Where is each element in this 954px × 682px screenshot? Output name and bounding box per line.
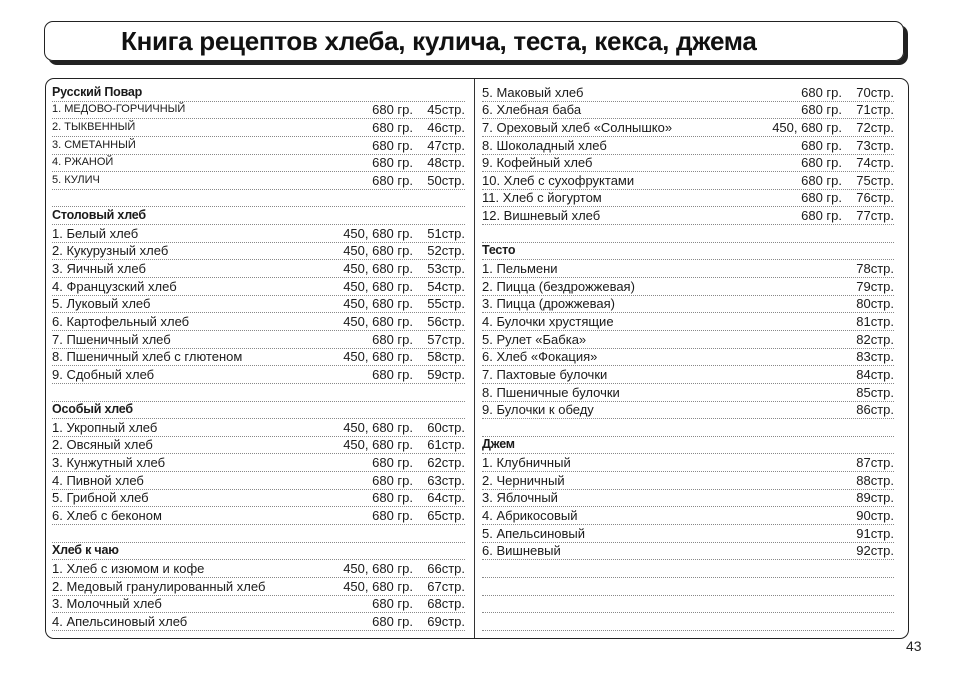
recipe-row bbox=[52, 613, 465, 631]
recipe-page: 73стр. bbox=[856, 137, 894, 153]
recipe-page: 60стр. bbox=[427, 419, 465, 435]
recipe-name: 3. Кунжутный хлеб bbox=[52, 455, 166, 471]
recipe-name: 2. Овсяный хлеб bbox=[52, 437, 153, 453]
recipe-name: 9. Сдобный хлеб bbox=[52, 366, 155, 382]
recipe-row bbox=[52, 225, 465, 243]
recipe-page: 86стр. bbox=[856, 402, 894, 418]
recipe-weight: 680 гр. bbox=[801, 137, 842, 153]
recipe-page: 59стр. bbox=[427, 366, 465, 382]
recipe-weight: 450, 680 гр. bbox=[343, 296, 413, 312]
section-heading bbox=[482, 437, 894, 455]
recipe-name: 2. ТЫКВЕННЫЙ bbox=[52, 120, 136, 133]
recipe-name: 4. Французский хлеб bbox=[52, 278, 177, 294]
recipe-row bbox=[52, 313, 465, 331]
recipe-row bbox=[482, 119, 894, 137]
recipe-row bbox=[482, 349, 894, 367]
recipe-weight: 680 гр. bbox=[372, 102, 413, 118]
section-heading-text: Русский Повар bbox=[52, 84, 143, 99]
recipe-name: 2. Кукурузный хлеб bbox=[52, 243, 169, 259]
recipe-name: 1. Клубничный bbox=[482, 455, 571, 471]
recipe-row bbox=[52, 260, 465, 278]
recipe-row bbox=[52, 507, 465, 525]
recipe-page: 74стр. bbox=[856, 155, 894, 171]
recipe-name: 1. Укропный хлеб bbox=[52, 419, 158, 435]
recipe-row bbox=[482, 155, 894, 173]
recipe-name: 2. Черничный bbox=[482, 472, 565, 488]
recipe-row bbox=[52, 490, 465, 508]
recipe-name: 8. Пшеничный хлеб с глютеном bbox=[52, 349, 243, 365]
recipe-row bbox=[482, 525, 894, 543]
section-heading-text: Тесто bbox=[482, 243, 516, 258]
recipe-weight: 450, 680 гр. bbox=[772, 119, 842, 135]
recipe-row bbox=[482, 296, 894, 314]
recipe-page: 70стр. bbox=[856, 84, 894, 100]
recipe-weight: 450, 680 гр. bbox=[343, 261, 413, 277]
recipe-page: 62стр. bbox=[427, 455, 465, 471]
recipe-name: 2. Пицца (бездрожжевая) bbox=[482, 278, 635, 294]
recipe-row bbox=[52, 596, 465, 614]
recipe-row bbox=[482, 490, 894, 508]
recipe-page: 53стр. bbox=[427, 261, 465, 277]
recipe-page: 56стр. bbox=[427, 313, 465, 329]
recipe-page: 78стр. bbox=[856, 261, 894, 277]
recipe-row bbox=[52, 278, 465, 296]
recipe-row bbox=[482, 190, 894, 208]
recipe-page: 58стр. bbox=[427, 349, 465, 365]
recipe-page: 48стр. bbox=[427, 155, 465, 171]
recipe-weight: 680 гр. bbox=[801, 172, 842, 188]
recipe-page: 71стр. bbox=[856, 102, 894, 118]
recipe-name: 8. Шоколадный хлеб bbox=[482, 137, 607, 153]
left-column bbox=[52, 84, 465, 631]
recipe-weight: 450, 680 гр. bbox=[343, 560, 413, 576]
recipe-weight: 450, 680 гр. bbox=[343, 278, 413, 294]
column-divider bbox=[474, 79, 475, 638]
recipe-row bbox=[52, 137, 465, 155]
recipe-row bbox=[482, 172, 894, 190]
recipe-page: 46стр. bbox=[427, 119, 465, 135]
recipe-weight: 680 гр. bbox=[801, 190, 842, 206]
recipe-page: 85стр. bbox=[856, 384, 894, 400]
recipe-row bbox=[52, 560, 465, 578]
recipe-weight: 680 гр. bbox=[372, 366, 413, 382]
recipe-page: 87стр. bbox=[856, 455, 894, 471]
recipe-row bbox=[52, 172, 465, 190]
recipe-name: 6. Картофельный хлеб bbox=[52, 313, 190, 329]
title-box bbox=[44, 21, 904, 61]
recipe-weight: 680 гр. bbox=[372, 155, 413, 171]
recipe-page: 72стр. bbox=[856, 119, 894, 135]
recipe-name: 12. Вишневый хлеб bbox=[482, 208, 601, 224]
recipe-name: 4. Пивной хлеб bbox=[52, 472, 144, 488]
recipe-row bbox=[482, 384, 894, 402]
recipe-name: 9. Кофейный хлеб bbox=[482, 155, 593, 171]
recipe-page: 91стр. bbox=[856, 525, 894, 541]
recipe-page: 50стр. bbox=[427, 172, 465, 188]
recipe-page: 92стр. bbox=[856, 543, 894, 559]
recipe-page: 57стр. bbox=[427, 331, 465, 347]
blank-row bbox=[482, 419, 894, 437]
section-heading-text: Хлеб к чаю bbox=[52, 543, 119, 558]
recipe-page: 80стр. bbox=[856, 296, 894, 312]
recipe-page: 79стр. bbox=[856, 278, 894, 294]
recipe-row bbox=[52, 155, 465, 173]
blank-row bbox=[52, 525, 465, 543]
recipe-page: 68стр. bbox=[427, 596, 465, 612]
recipe-name: 6. Хлеб «Фокация» bbox=[482, 349, 598, 365]
recipe-row bbox=[482, 260, 894, 278]
recipe-row bbox=[52, 349, 465, 367]
recipe-name: 5. Апельсиновый bbox=[482, 525, 586, 541]
recipe-page: 66стр. bbox=[427, 560, 465, 576]
recipe-row bbox=[482, 507, 894, 525]
recipe-page: 55стр. bbox=[427, 296, 465, 312]
recipe-page: 52стр. bbox=[427, 243, 465, 259]
recipe-page: 89стр. bbox=[856, 490, 894, 506]
recipe-name: 4. Абрикосовый bbox=[482, 508, 578, 524]
section-heading-text: Столовый хлеб bbox=[52, 208, 146, 223]
page-number: 43 bbox=[906, 638, 922, 654]
recipe-page: 61стр. bbox=[427, 437, 465, 453]
recipe-weight: 680 гр. bbox=[372, 472, 413, 488]
recipe-page: 51стр. bbox=[427, 225, 465, 241]
recipe-weight: 680 гр. bbox=[372, 596, 413, 612]
recipe-name: 5. Маковый хлеб bbox=[482, 84, 584, 100]
recipe-row bbox=[482, 472, 894, 490]
recipe-page: 81стр. bbox=[856, 313, 894, 329]
recipe-page: 88стр. bbox=[856, 472, 894, 488]
section-heading-text: Особый хлеб bbox=[52, 402, 133, 417]
recipe-page: 69стр. bbox=[427, 613, 465, 629]
recipe-weight: 450, 680 гр. bbox=[343, 225, 413, 241]
recipe-page: 45стр. bbox=[427, 102, 465, 118]
recipe-weight: 680 гр. bbox=[372, 613, 413, 629]
recipe-row bbox=[482, 137, 894, 155]
recipe-row bbox=[482, 402, 894, 420]
recipe-name: 8. Пшеничные булочки bbox=[482, 384, 620, 400]
blank-row bbox=[482, 578, 894, 596]
blank-row bbox=[482, 560, 894, 578]
section-heading bbox=[52, 402, 465, 420]
recipe-weight: 450, 680 гр. bbox=[343, 437, 413, 453]
recipe-name: 3. Яблочный bbox=[482, 490, 558, 506]
recipe-page: 67стр. bbox=[427, 578, 465, 594]
recipe-name: 7. Пахтовые булочки bbox=[482, 366, 608, 382]
recipe-name: 9. Булочки к обеду bbox=[482, 402, 594, 418]
recipe-name: 7. Пшеничный хлеб bbox=[52, 331, 171, 347]
recipe-weight: 450, 680 гр. bbox=[343, 243, 413, 259]
recipe-weight: 680 гр. bbox=[372, 137, 413, 153]
recipe-name: 4. РЖАНОЙ bbox=[52, 156, 114, 169]
recipe-row bbox=[482, 84, 894, 102]
recipe-name: 1. Хлеб с изюмом и кофе bbox=[52, 560, 205, 576]
recipe-page: 90стр. bbox=[856, 508, 894, 524]
section-heading bbox=[52, 207, 465, 225]
recipe-name: 7. Ореховый хлеб «Солнышко» bbox=[482, 119, 673, 135]
recipe-weight: 450, 680 гр. bbox=[343, 578, 413, 594]
recipe-row bbox=[52, 454, 465, 472]
recipe-row bbox=[482, 278, 894, 296]
recipe-weight: 680 гр. bbox=[801, 208, 842, 224]
recipe-row bbox=[52, 102, 465, 120]
recipe-name: 10. Хлеб с сухофруктами bbox=[482, 172, 635, 188]
recipe-name: 3. Молочный хлеб bbox=[52, 596, 162, 612]
recipe-row bbox=[52, 331, 465, 349]
recipe-weight: 680 гр. bbox=[372, 331, 413, 347]
recipe-row bbox=[52, 419, 465, 437]
recipe-page: 83стр. bbox=[856, 349, 894, 365]
recipe-row bbox=[482, 207, 894, 225]
recipe-row bbox=[482, 543, 894, 561]
recipe-index bbox=[45, 78, 909, 639]
blank-row bbox=[482, 596, 894, 614]
recipe-name: 5. Луковый хлеб bbox=[52, 296, 151, 312]
recipe-row bbox=[52, 366, 465, 384]
recipe-row bbox=[52, 578, 465, 596]
recipe-weight: 450, 680 гр. bbox=[343, 349, 413, 365]
recipe-row bbox=[482, 454, 894, 472]
recipe-page: 54стр. bbox=[427, 278, 465, 294]
recipe-name: 1. Пельмени bbox=[482, 261, 558, 277]
page-title: Книга рецептов хлеба, кулича, теста, кекса, джема bbox=[121, 25, 757, 56]
right-column bbox=[482, 84, 894, 631]
recipe-name: 5. Рулет «Бабка» bbox=[482, 331, 587, 347]
recipe-row bbox=[52, 437, 465, 455]
section-heading bbox=[482, 243, 894, 261]
recipe-name: 6. Вишневый bbox=[482, 543, 561, 559]
section-heading bbox=[52, 543, 465, 561]
recipe-row bbox=[482, 313, 894, 331]
recipe-name: 11. Хлеб с йогуртом bbox=[482, 190, 602, 206]
recipe-page: 47стр. bbox=[427, 137, 465, 153]
recipe-page: 75стр. bbox=[856, 172, 894, 188]
recipe-page: 82стр. bbox=[856, 331, 894, 347]
recipe-name: 1. Белый хлеб bbox=[52, 225, 139, 241]
recipe-weight: 680 гр. bbox=[372, 455, 413, 471]
recipe-row bbox=[482, 331, 894, 349]
recipe-row bbox=[52, 243, 465, 261]
recipe-weight: 680 гр. bbox=[372, 119, 413, 135]
recipe-name: 2. Медовый гранулированный хлеб bbox=[52, 578, 266, 594]
recipe-row bbox=[52, 472, 465, 490]
blank-row bbox=[482, 225, 894, 243]
recipe-weight: 680 гр. bbox=[801, 155, 842, 171]
recipe-name: 1. МЕДОВО-ГОРЧИЧНЫЙ bbox=[52, 103, 186, 116]
recipe-weight: 680 гр. bbox=[372, 172, 413, 188]
recipe-weight: 680 гр. bbox=[372, 508, 413, 524]
recipe-row bbox=[482, 366, 894, 384]
blank-row bbox=[52, 384, 465, 402]
recipe-name: 6. Хлеб с беконом bbox=[52, 508, 162, 524]
recipe-name: 3. СМЕТАННЫЙ bbox=[52, 138, 136, 151]
section-heading-text: Джем bbox=[482, 437, 515, 452]
recipe-row bbox=[52, 119, 465, 137]
recipe-row bbox=[52, 296, 465, 314]
recipe-page: 64стр. bbox=[427, 490, 465, 506]
recipe-page: 84стр. bbox=[856, 366, 894, 382]
recipe-row bbox=[482, 102, 894, 120]
recipe-name: 5. Грибной хлеб bbox=[52, 490, 149, 506]
recipe-name: 4. Булочки хрустящие bbox=[482, 313, 614, 329]
recipe-name: 3. Яичный хлеб bbox=[52, 261, 146, 277]
recipe-page: 65стр. bbox=[427, 508, 465, 524]
recipe-page: 63стр. bbox=[427, 472, 465, 488]
blank-row bbox=[52, 190, 465, 208]
recipe-name: 5. КУЛИЧ bbox=[52, 173, 100, 186]
recipe-page: 77стр. bbox=[856, 208, 894, 224]
recipe-weight: 450, 680 гр. bbox=[343, 313, 413, 329]
recipe-name: 6. Хлебная баба bbox=[482, 102, 582, 118]
recipe-name: 3. Пицца (дрожжевая) bbox=[482, 296, 616, 312]
recipe-weight: 450, 680 гр. bbox=[343, 419, 413, 435]
recipe-weight: 680 гр. bbox=[801, 84, 842, 100]
section-heading bbox=[52, 84, 465, 102]
recipe-weight: 680 гр. bbox=[372, 490, 413, 506]
recipe-page: 76стр. bbox=[856, 190, 894, 206]
recipe-name: 4. Апельсиновый хлеб bbox=[52, 613, 188, 629]
recipe-weight: 680 гр. bbox=[801, 102, 842, 118]
blank-row bbox=[482, 613, 894, 631]
